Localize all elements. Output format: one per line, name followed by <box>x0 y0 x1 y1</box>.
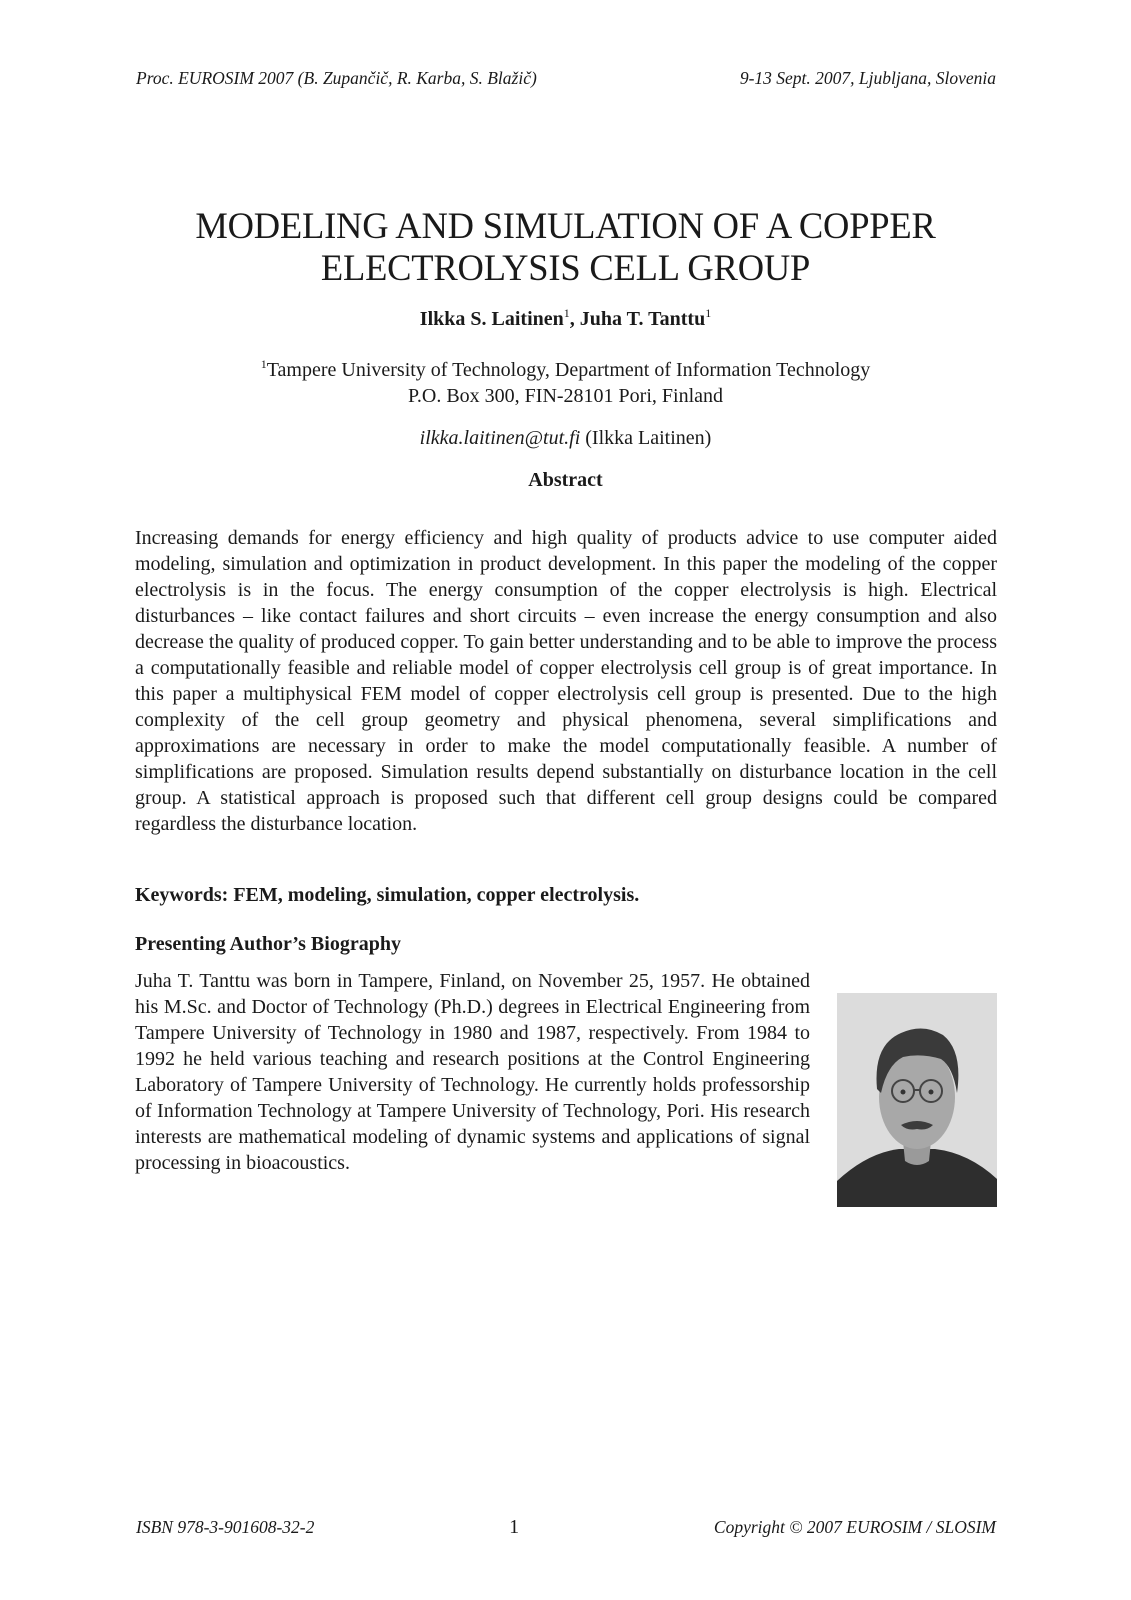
author-list: Ilkka S. Laitinen$^1$, Juha T. Tanttu$^1$ <box>419 306 712 330</box>
contact-email: ilkka.laitinen@tut.fi <box>419 427 581 449</box>
page-footer <box>136 1516 996 1539</box>
affiliation-address: P.O. Box 300, FIN-28101 Pori, Finland <box>407 385 724 407</box>
copyright-notice: Copyright © 2007 EUROSIM / SLOSIM <box>713 1517 996 1537</box>
author-name: Ilkka S. Laitinen <box>419 308 564 330</box>
contact-line <box>100 427 1031 450</box>
biography-heading: Presenting Author’s Biography <box>135 933 401 955</box>
running-head <box>136 68 996 89</box>
author-portrait-photo <box>837 993 997 1207</box>
author-name: Juha T. Tanttu <box>579 308 706 330</box>
affiliation <box>100 357 1031 409</box>
proceedings-citation: Proc. EUROSIM 2007 (B. Zupančič, R. Karba, S. Blažič) <box>136 68 537 88</box>
portrait-illustration <box>837 993 997 1207</box>
affiliation-line-1 <box>100 357 1031 383</box>
author-affiliation-mark: 1 <box>705 306 712 320</box>
paper-title <box>100 205 1031 289</box>
abstract-text: Increasing demands for energy efficiency and high quality of products advice to use computer aided modeling, simulation and optimization in product development. In this paper the modeling of the copper electrolysis is in the focus. The energy consumption of the copper electrolysis is high. Electrical disturbances – like contact failures and short circuits – even increase the energy consumption and also decrease the quality of produced copper. To gain better understanding and to be able to improve the process a computationally feasible and reliable model of copper electrolysis cell group is of great importance. In this paper a multiphysical FEM model of copper electrolysis cell group is presented. Due to the high complexity of the cell group geometry and physical phenomena, several simplifications and approximations are necessary in order to make the model computationally feasible. A number of simplifications are proposed. Simulation results depend substantially on disturbance location in the cell group. A statistical approach is proposed such that different cell group designs could be compared regardless the disturbance location. <box>135 527 997 835</box>
isbn: ISBN 978-3-901608-32-2 <box>136 1517 315 1537</box>
page-number: 1 <box>509 1516 520 1538</box>
affiliation-institution: Tampere University of Technology, Department of Information Technology <box>266 359 871 381</box>
title-line-1: MODELING AND SIMULATION OF A COPPER <box>195 205 936 246</box>
abstract-heading: Abstract <box>528 469 603 491</box>
biography-text: Juha T. Tanttu was born in Tampere, Finland, on November 25, 1957. He obtained his M.Sc. and Doctor of Technology (Ph.D.) degrees in Electrical Engineering from Tampere University of Technology in 1980 and 1987, respectively. From 1984 to 1992 he held various teaching and research positions at the Control Engineering Laboratory of Tampere University of Technology. He currently holds professorship of Information Technology at Tampere University of Technology, Pori. His research interests are mathematical modeling of dynamic systems and applications of signal processing in bioacoustics. <box>135 970 810 1174</box>
keywords: Keywords: FEM, modeling, simulation, copper electrolysis. <box>135 884 640 906</box>
contact-name: (Ilkka Laitinen) <box>585 427 712 449</box>
affiliation-mark: 1 <box>260 357 267 371</box>
event-date-location: 9-13 Sept. 2007, Ljubljana, Slovenia <box>739 68 996 88</box>
title-line-2: ELECTROLYSIS CELL GROUP <box>320 247 811 288</box>
author-affiliation-mark: 1 <box>563 306 570 320</box>
